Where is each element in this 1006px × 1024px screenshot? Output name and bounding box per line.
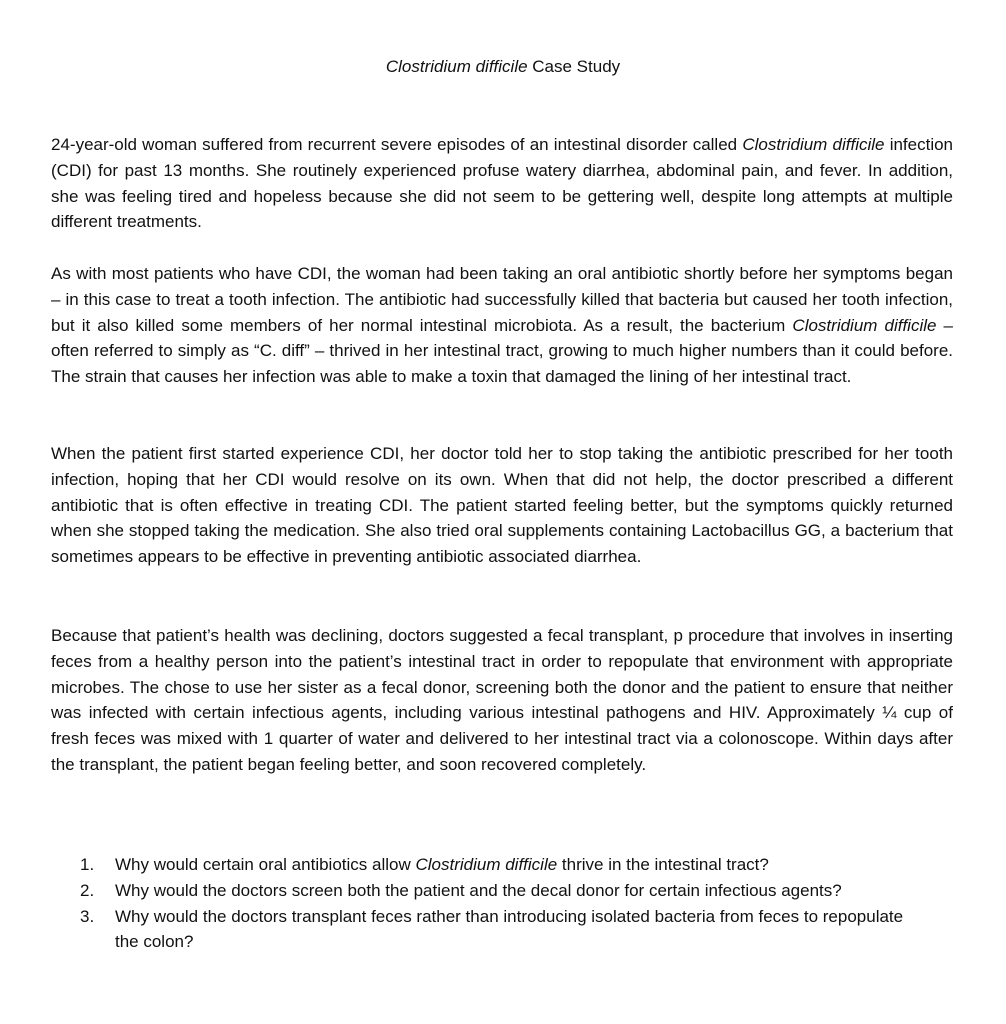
question-text: Why would certain oral antibiotics allow [115,855,416,874]
paragraph-text: 24-year-old woman suffered from recurrent severe episodes of an intestinal disorder called [51,135,743,154]
question-text: Why would the doctors screen both the patient and the decal donor for certain infectious agents? [115,880,842,900]
title-suffix: Case Study [527,57,621,76]
paragraph-text: – often referred to simply as “C. diff” – thrived in her intestinal tract, growing to much higher numbers than it could before. The strain that causes her infection was able to make a toxin that damaged the lining of her intestinal tract. [51,315,953,387]
question-number: 3. [80,906,95,926]
paragraph-text: infection (CDI) for past 13 months. She routinely experienced profuse watery diarrhea, abdominal pain, and fever. In addition, she was feeling tired and hopeless because she did not seem to be gettering well, despite long attempts at multiple different treatments. [51,135,954,232]
question-number: 1. [80,855,95,874]
question-list [80,852,930,955]
question-item [80,904,930,956]
question-number: 2. [80,880,95,900]
question-item [80,852,930,878]
organism-name: Clostridium difficile [742,135,885,154]
paragraph-text: As with most patients who have CDI, the woman had been taking an oral antibiotic shortly before her symptoms began – in this case to treat a tooth infection. The antibiotic had successfully killed that bacteria but caused her tooth infection, but it also killed some members of her normal intestinal microbiota. As a result, the bacterium [51,264,953,335]
organism-name: Clostridium difficile [792,315,937,335]
page-title [0,55,1006,79]
question-text: thrive in the intestinal tract? [557,855,769,874]
organism-name: Clostridium difficile [415,855,558,874]
paragraph-fecal-transplant: Because that patient’s health was declining, doctors suggested a fecal transplant, p procedure that involves in inserting feces from a healthy person into the patient’s intestinal tract in order to repopulate that environment with appropriate microbes. The chose to use her sister as a fecal donor, screening both the donor and the patient to ensure that neither was infected with certain infectious agents, including various intestinal pathogens and HIV. Approximately ¼ cup of fresh feces was mixed with 1 quarter of water and delivered to her intestinal tract via a colonoscope. Within days after the transplant, the patient began feeling better, and soon recovered completely. [51,626,953,774]
question-item [80,878,930,904]
question-text: Why would the doctors transplant feces rather than introducing isolated bacteria from feces to repopulate the colon? [115,906,904,952]
paragraph-patient-history [51,132,953,235]
paragraph-cause [51,261,953,390]
paragraph-treatments: When the patient first started experience CDI, her doctor told her to stop taking the antibiotic prescribed for her tooth infection, hoping that her CDI would resolve on its own. When that did not help, the doctor prescribed a different antibiotic that is often effective in treating CDI. The patient started feeling better, but the symptoms quickly returned when she stopped taking the medication. She also tried oral supplements containing Lactobacillus GG, a bacterium that sometimes appears to be effective in preventing antibiotic associated diarrhea. [51,444,953,567]
title-organism-name: Clostridium difficile [385,57,528,76]
